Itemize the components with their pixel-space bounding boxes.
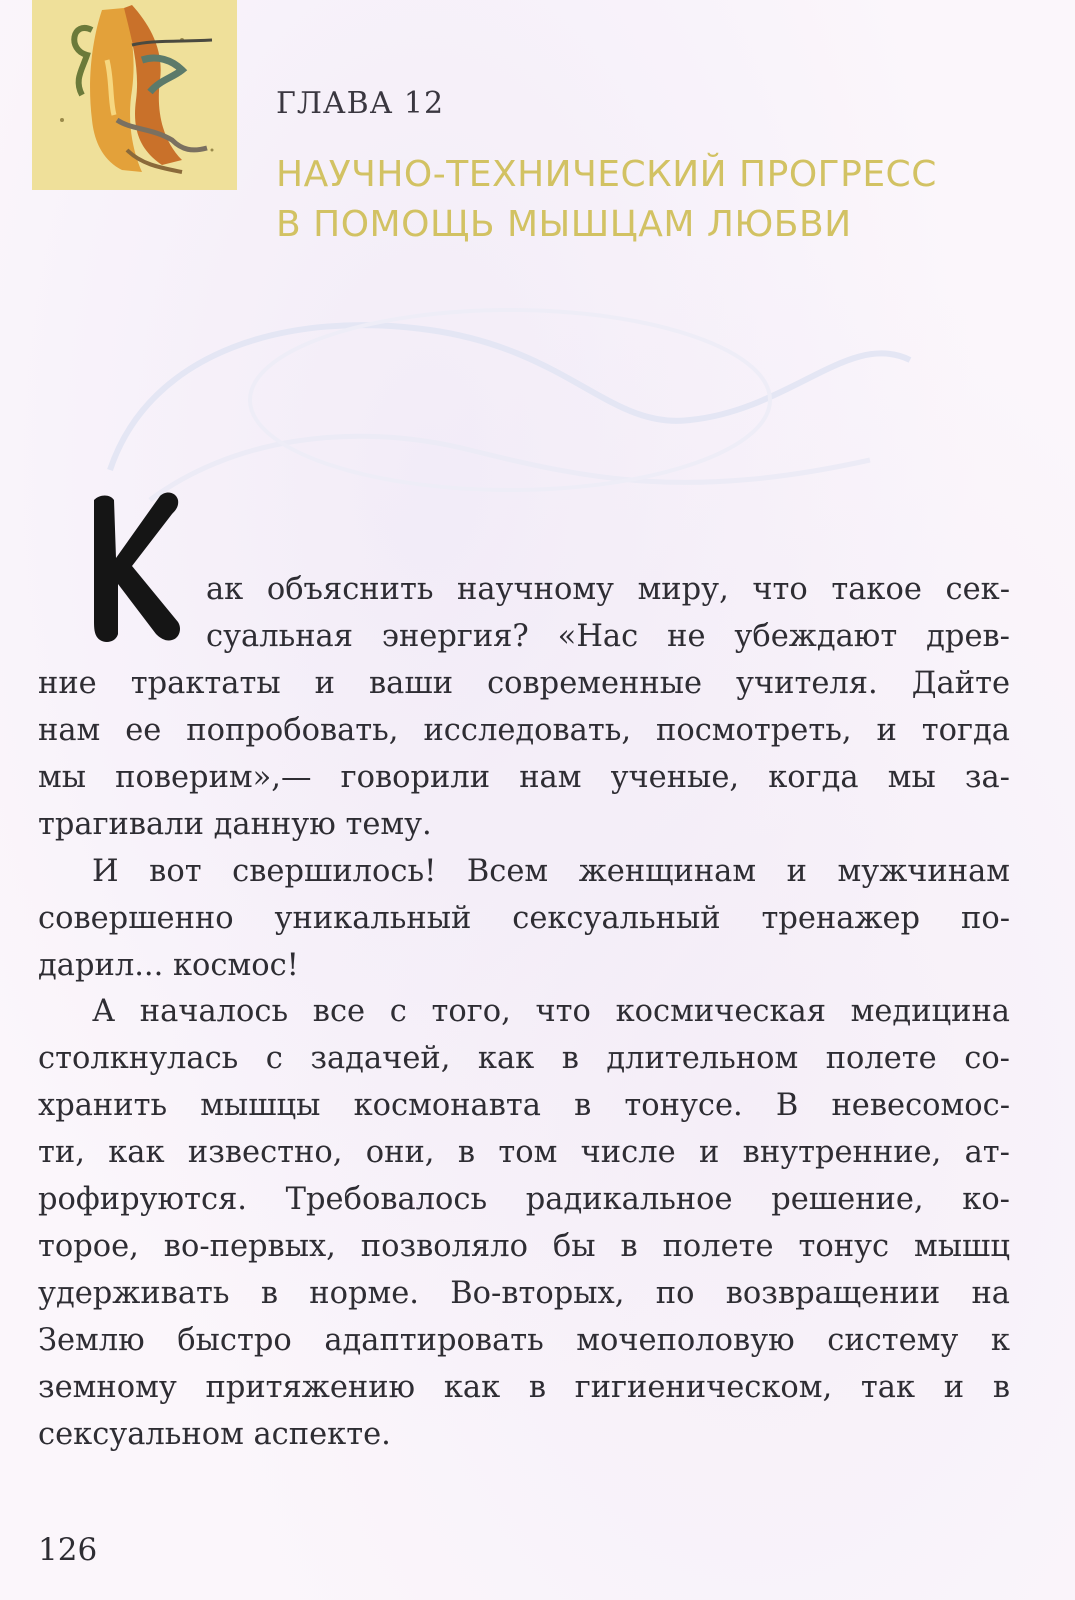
text-line-13: ти, как известно, они, в том числе и внутренние, ат- xyxy=(38,1135,1010,1170)
text-line-1: ак объяснить научному миру, что такое сек- xyxy=(206,572,1010,607)
text-line-9: дарил... космос! xyxy=(38,948,299,983)
background-watermark xyxy=(90,270,930,530)
text-line-14: рофируются. Требовалось радикальное решение, ко- xyxy=(38,1182,1010,1217)
text-line-2: суальная энергия? «Нас не убеждают древ- xyxy=(206,619,1010,654)
chapter-vignette-image xyxy=(32,0,237,190)
page-number: 126 xyxy=(38,1532,98,1568)
chapter-title-line-2: В ПОМОЩЬ МЫШЦАМ ЛЮБВИ xyxy=(276,204,852,245)
text-line-15: торое, во-первых, позволяло бы в полете тонус мышц xyxy=(38,1229,1010,1264)
chapter-title xyxy=(276,150,1056,250)
chapter-title-line-1: НАУЧНО-ТЕХНИЧЕСКИЙ ПРОГРЕСС xyxy=(276,154,937,195)
text-line-11: столкнулась с задачей, как в длительном полете со- xyxy=(38,1041,1010,1076)
text-line-6: трагивали данную тему. xyxy=(38,807,432,842)
text-line-5: мы поверим»,— говорили нам ученые, когда мы за- xyxy=(38,760,1010,795)
drop-cap xyxy=(80,488,190,648)
text-line-16: удерживать в норме. Во-вторых, по возвращении на xyxy=(38,1276,1010,1311)
text-line-7: И вот свершилось! Всем женщинам и мужчинам xyxy=(92,854,1010,889)
text-line-12: хранить мышцы космонавта в тонусе. В невесомос- xyxy=(38,1088,1010,1123)
text-line-4: нам ее попробовать, исследовать, посмотреть, и тогда xyxy=(38,713,1010,748)
text-line-3: ние трактаты и ваши современные учителя. Дайте xyxy=(38,666,1010,701)
text-line-18: земному притяжению как в гигиеническом, так и в xyxy=(38,1370,1010,1405)
text-line-19: сексуальном аспекте. xyxy=(38,1417,391,1452)
vignette-illustration xyxy=(32,0,237,190)
chapter-number: ГЛАВА 12 xyxy=(276,86,445,121)
text-line-10: А началось все с того, что космическая медицина xyxy=(92,994,1010,1029)
text-line-17: Землю быстро адаптировать мочеполовую систему к xyxy=(38,1323,1010,1358)
drop-cap-letter xyxy=(80,488,190,648)
text-line-8: совершенно уникальный сексуальный тренажер по- xyxy=(38,901,1010,936)
